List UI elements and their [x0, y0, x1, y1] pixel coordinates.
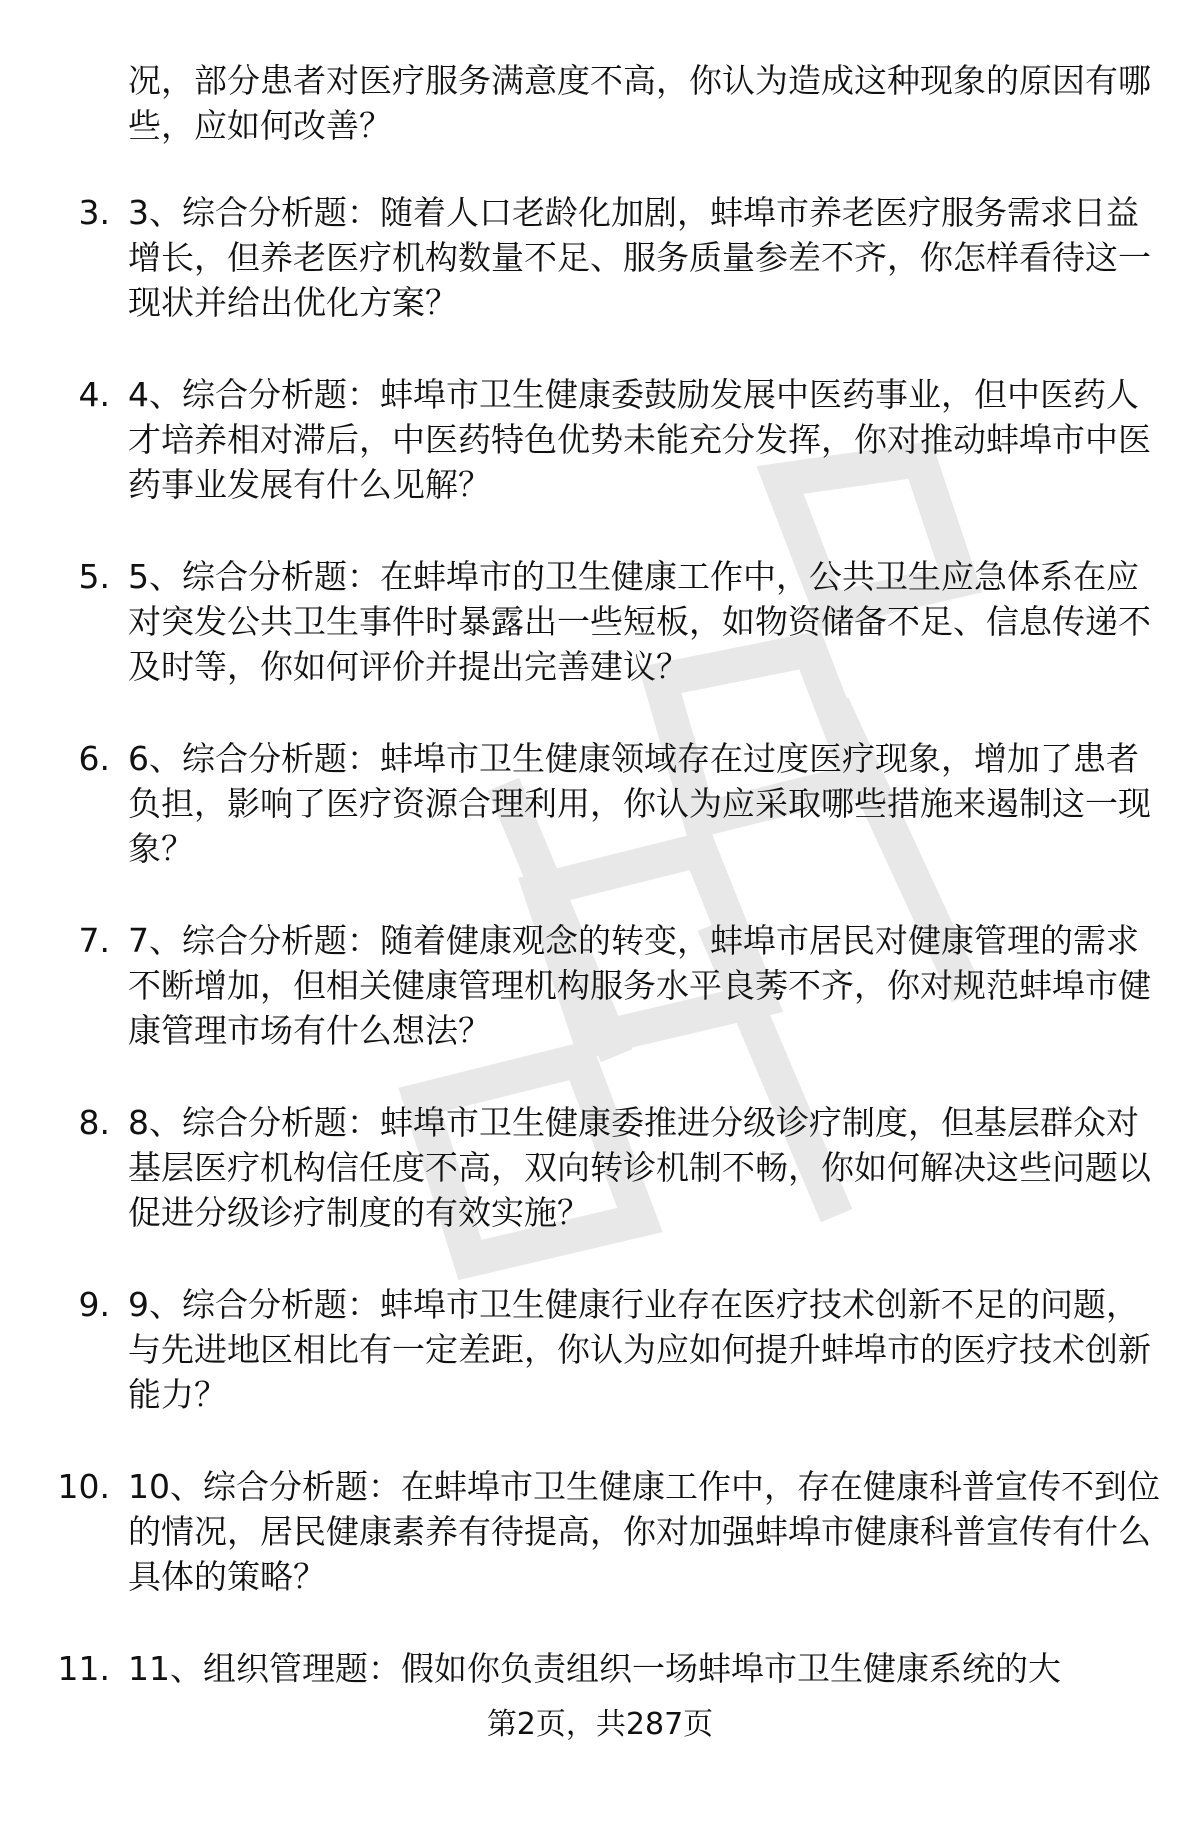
question-number: 5.	[78, 557, 110, 596]
question-text: 7、综合分析题：随着健康观念的转变，蚌埠市居民对健康管理的需求不断增加，但相关健康管理机构服务水平良莠不齐，你对规范蚌埠市健康管理市场有什么想法？	[128, 921, 1151, 1050]
question-item-10	[0, 1464, 1200, 1646]
question-number: 10.	[57, 1467, 110, 1506]
question-item-6	[0, 736, 1200, 918]
question-number: 3.	[78, 193, 110, 232]
question-text: 3、综合分析题：随着人口老龄化加剧，蚌埠市养老医疗服务需求日益增长，但养老医疗机构数量不足、服务质量参差不齐，你怎样看待这一现状并给出优化方案？	[128, 193, 1151, 322]
page-footer: 第2页，共287页	[486, 1707, 714, 1742]
question-item-8	[0, 1100, 1200, 1282]
question-text: 11、组织管理题：假如你负责组织一场蚌埠市卫生健康系统的大	[128, 1649, 1061, 1688]
continuation-paragraph: 况，部分患者对医疗服务满意度不高，你认为造成这种现象的原因有哪些，应如何改善？	[128, 61, 1151, 145]
question-list	[0, 190, 1200, 1828]
question-item-9	[0, 1282, 1200, 1464]
question-number: 11.	[57, 1649, 110, 1688]
question-item-3	[0, 190, 1200, 372]
question-item-5	[0, 554, 1200, 736]
question-text: 4、综合分析题：蚌埠市卫生健康委鼓励发展中医药事业，但中医药人才培养相对滞后，中医药特色优势未能充分发挥，你对推动蚌埠市中医药事业发展有什么见解？	[128, 375, 1151, 504]
question-text: 8、综合分析题：蚌埠市卫生健康委推进分级诊疗制度，但基层群众对基层医疗机构信任度不高，双向转诊机制不畅，你如何解决这些问题以促进分级诊疗制度的有效实施？	[128, 1103, 1151, 1232]
question-text: 9、综合分析题：蚌埠市卫生健康行业存在医疗技术创新不足的问题，与先进地区相比有一定差距，你认为应如何提升蚌埠市的医疗技术创新能力？	[128, 1285, 1151, 1414]
question-number: 9.	[78, 1285, 110, 1324]
question-item-7	[0, 918, 1200, 1100]
question-number: 8.	[78, 1103, 110, 1142]
question-number: 4.	[78, 375, 110, 414]
question-number: 6.	[78, 739, 110, 778]
question-text: 6、综合分析题：蚌埠市卫生健康领域存在过度医疗现象，增加了患者负担，影响了医疗资源合理利用，你认为应采取哪些措施来遏制这一现象？	[128, 739, 1151, 868]
question-number: 7.	[78, 921, 110, 960]
question-text: 5、综合分析题：在蚌埠市的卫生健康工作中，公共卫生应急体系在应对突发公共卫生事件时暴露出一些短板，如物资储备不足、信息传递不及时等，你如何评价并提出完善建议？	[128, 557, 1151, 686]
question-item-4	[0, 372, 1200, 554]
question-text: 10、综合分析题：在蚌埠市卫生健康工作中，存在健康科普宣传不到位的情况，居民健康素养有待提高，你对加强蚌埠市健康科普宣传有什么具体的策略？	[128, 1467, 1160, 1596]
